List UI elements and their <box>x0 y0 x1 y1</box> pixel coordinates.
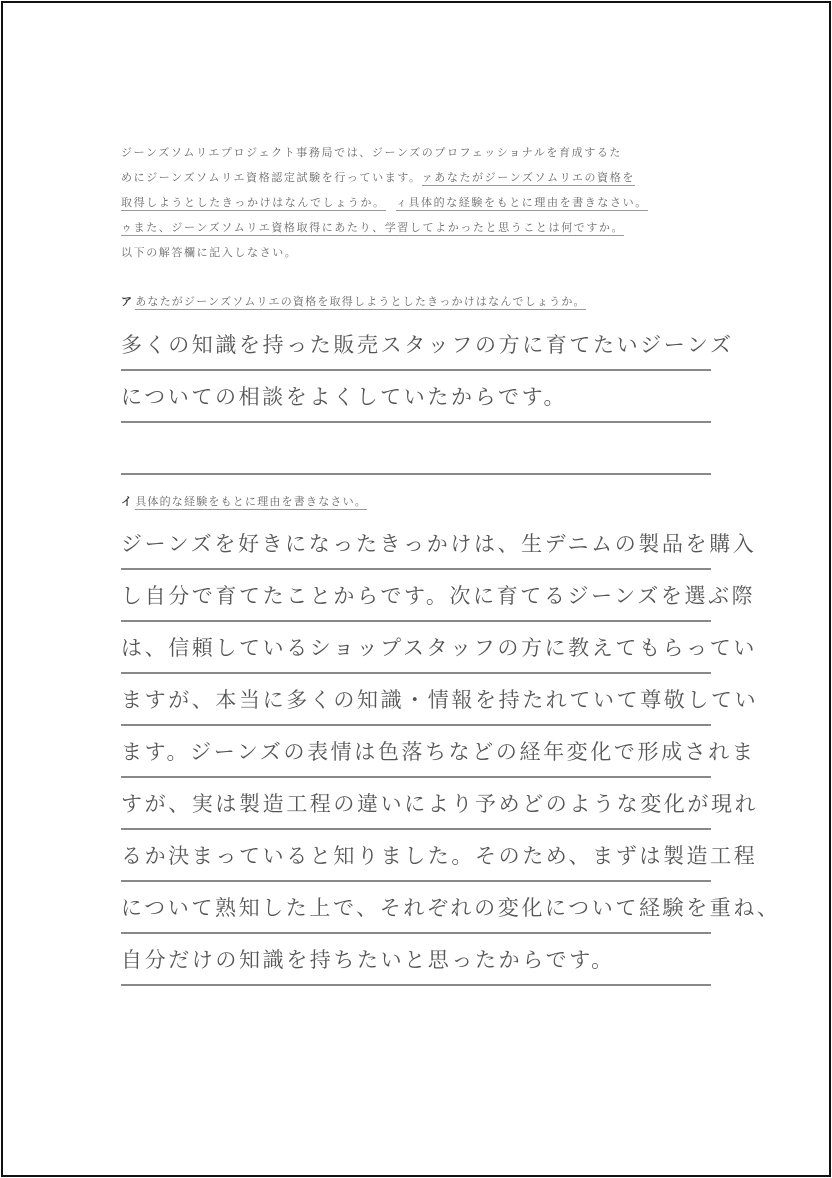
instruction-line-2 <box>121 168 721 193</box>
instruction-line-1: ジーンズソムリエプロジェクト事務局では、ジーンズのプロフェッショナルを育成するた <box>121 146 623 159</box>
instruction-line-4 <box>121 218 721 243</box>
instruction-line-3 <box>121 193 721 218</box>
question-b-text: 具体的な経験をもとに理由を書きなさい。 <box>135 495 368 508</box>
answer-b-line-6: すが、実は製造工程の違いにより予めどのような変化が現れ <box>121 778 711 830</box>
question-a-prompt <box>121 293 586 309</box>
answer-b[interactable] <box>121 518 781 986</box>
answer-b-line-7: るか決まっていると知りました。そのため、まずは製造工程 <box>121 830 711 882</box>
question-a-text: あなたがジーンズソムリエの資格を取得しようとしたきっかけはなんでしょうか。 <box>135 295 586 308</box>
answer-b-line-5: ます。ジーンズの表情は色落ちなどの経年変化で形成されま <box>121 726 711 778</box>
answer-a-line-2: についての相談をよくしていたからです。 <box>121 371 711 423</box>
instruction-underlined-a-cont: 取得しようとしたきっかけはなんでしょうか。 <box>121 196 386 209</box>
answer-b-line-3: は、信頼しているショップスタッフの方に教えてもらってい <box>121 622 711 674</box>
answer-a-line-1: 多くの知識を持った販売スタッフの方に育てたいジーンズ <box>121 319 711 371</box>
question-b-mark: イ <box>121 495 134 508</box>
answer-b-line-8: について熟知した上で、それぞれの変化について経験を重ね、 <box>121 882 711 934</box>
answer-a-line-3 <box>121 423 711 475</box>
answer-b-line-1: ジーンズを好きになったきっかけは、生デニムの製品を購入 <box>121 518 711 570</box>
question-a-mark: ア <box>121 295 134 308</box>
instruction-underlined-c: ゥまた、ジーンズソムリエ資格取得にあたり、学習してよかったと思うことは何ですか。 <box>121 221 625 234</box>
instructions <box>121 143 721 268</box>
instruction-underlined-b: ィ具体的な経験をもとに理由を書きなさい。 <box>395 196 648 209</box>
answer-b-line-2: し自分で育てたことからです。次に育てるジーンズを選ぶ際 <box>121 570 711 622</box>
instruction-text: めにジーンズソムリエ資格認定試験を行っています。 <box>121 171 422 184</box>
instruction-line-5: 以下の解答欄に記入しなさい。 <box>121 246 298 259</box>
answer-a[interactable] <box>121 319 734 475</box>
answer-b-line-4: ますが、本当に多くの知識・情報を持たれていて尊敬してい <box>121 674 711 726</box>
answer-b-line-9: 自分だけの知識を持ちたいと思ったからです。 <box>121 934 711 986</box>
instruction-underlined-a: ァあなたがジーンズソムリエの資格を <box>421 171 635 184</box>
question-b-prompt <box>121 493 367 509</box>
